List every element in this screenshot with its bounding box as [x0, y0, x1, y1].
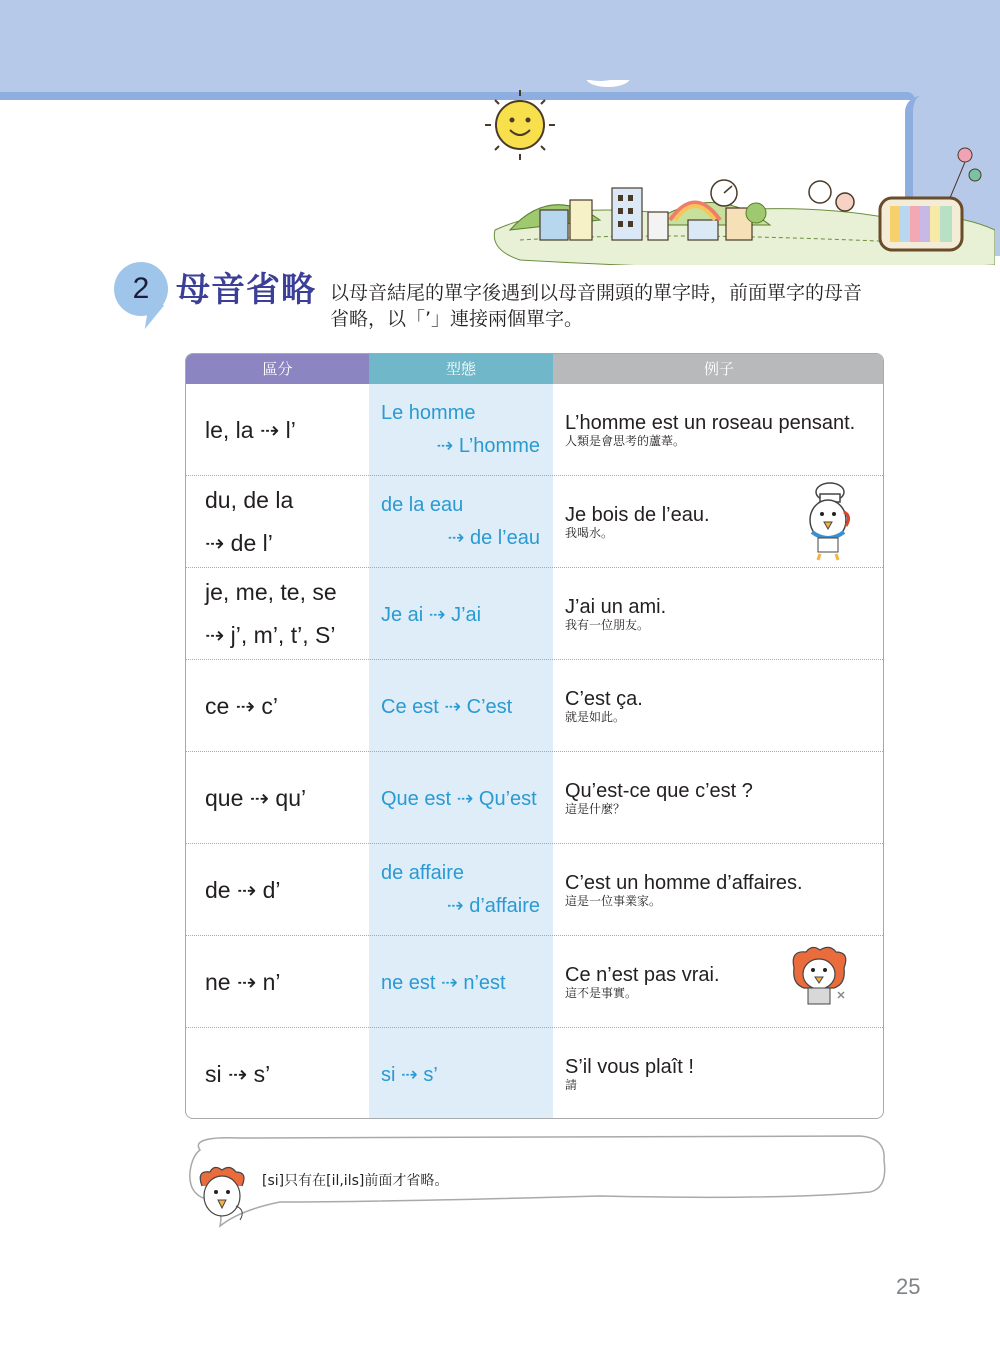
header-example: 例子 [553, 354, 884, 384]
example-cell [565, 1028, 880, 1119]
section-number-badge: 2 [114, 262, 168, 316]
table-row [186, 844, 884, 936]
category-cell [205, 384, 365, 476]
form-cell [381, 752, 546, 844]
category-cell [205, 476, 365, 568]
page-number: 25 [896, 1274, 921, 1299]
table-row [186, 936, 884, 1028]
category-text: ce ⇢ c’ [205, 692, 278, 719]
form-cell [381, 844, 546, 936]
header-category: 區分 [186, 354, 369, 384]
example-french: S’il vous plaît ! [565, 1056, 694, 1078]
form-text: Le homme [381, 402, 476, 424]
category-cell [205, 844, 365, 936]
table-row [186, 384, 884, 476]
category-text: si ⇢ s’ [205, 1060, 271, 1087]
form-cell [381, 384, 546, 476]
table-header [186, 354, 884, 384]
form-text: ne est ⇢ n’est [381, 971, 506, 994]
category-cell [205, 568, 365, 660]
category-cell [205, 1028, 365, 1119]
example-chinese: 我有一位朋友。 [565, 618, 650, 632]
city-illustration [480, 80, 995, 265]
form-text: si ⇢ s’ [381, 1063, 438, 1086]
example-chinese: 請 [565, 1078, 578, 1092]
example-french: Ce n’est pas vrai. [565, 964, 720, 986]
example-french: C’est un homme d’affaires. [565, 872, 803, 894]
example-cell [565, 752, 880, 844]
form-text: Ce est ⇢ C’est [381, 695, 513, 718]
example-french: C’est ça. [565, 688, 643, 710]
description-line-2: 省略，以「’」連接兩個單字。 [330, 308, 584, 330]
table-row [186, 568, 884, 660]
category-text: de ⇢ d’ [205, 876, 281, 903]
form-result: ⇢ de l’eau [447, 527, 540, 549]
section-title: 母音省略 [176, 270, 316, 310]
table-row [186, 752, 884, 844]
example-cell [565, 844, 880, 936]
example-cell [565, 384, 880, 476]
example-chinese: 就是如此。 [565, 710, 626, 724]
example-french: J’ai un ami. [565, 596, 667, 618]
example-cell [565, 568, 880, 660]
section-description [330, 280, 890, 332]
category-text: je, me, te, se [205, 579, 337, 605]
category-text: du, de la [205, 487, 294, 513]
form-text: de la eau [381, 494, 464, 516]
note-text: [si]只有在[il,ils]前面才省略。 [262, 1173, 449, 1189]
category-cell [205, 936, 365, 1028]
form-text: Que est ⇢ Qu’est [381, 787, 537, 810]
thinking-chicken-mascot-icon [786, 944, 852, 1010]
form-result: ⇢ L’homme [436, 435, 540, 457]
category-text: ne ⇢ n’ [205, 968, 281, 995]
table-row [186, 660, 884, 752]
form-cell [381, 660, 546, 752]
table-row [186, 1028, 884, 1119]
table-row [186, 476, 884, 568]
form-cell [381, 568, 546, 660]
description-line-1: 以母音結尾的單字後遇到以母音開頭的單字時，前面單字的母音 [330, 282, 863, 304]
category-result: ⇢ j’, m’, t’, S’ [205, 622, 336, 648]
example-chinese: 這是一位事業家。 [565, 894, 662, 908]
form-cell [381, 1028, 546, 1119]
example-french: Qu’est-ce que c’est ? [565, 780, 753, 802]
chef-chicken-mascot-icon [800, 482, 856, 562]
example-french: L’homme est un roseau pensant. [565, 412, 856, 434]
example-chinese: 我喝水。 [565, 526, 614, 540]
example-french: Je bois de l’eau. [565, 504, 710, 526]
example-chinese: 這不是事實。 [565, 986, 638, 1000]
example-chinese: 這是什麼？ [565, 802, 626, 816]
category-cell [205, 752, 365, 844]
example-cell [565, 660, 880, 752]
header-form: 型態 [369, 354, 553, 384]
category-text: que ⇢ qu’ [205, 784, 307, 811]
example-chinese: 人類是會思考的蘆葦。 [565, 434, 686, 448]
category-cell [205, 660, 365, 752]
form-text: Je ai ⇢ J’ai [381, 603, 482, 626]
form-cell [381, 936, 546, 1028]
category-text: le, la ⇢ l’ [205, 416, 296, 443]
form-cell [381, 476, 546, 568]
table-body [186, 384, 884, 1119]
category-result: ⇢ de l’ [205, 530, 273, 556]
form-result: ⇢ d’affaire [446, 895, 540, 917]
elision-table [185, 353, 884, 1119]
form-text: de affaire [381, 862, 465, 884]
